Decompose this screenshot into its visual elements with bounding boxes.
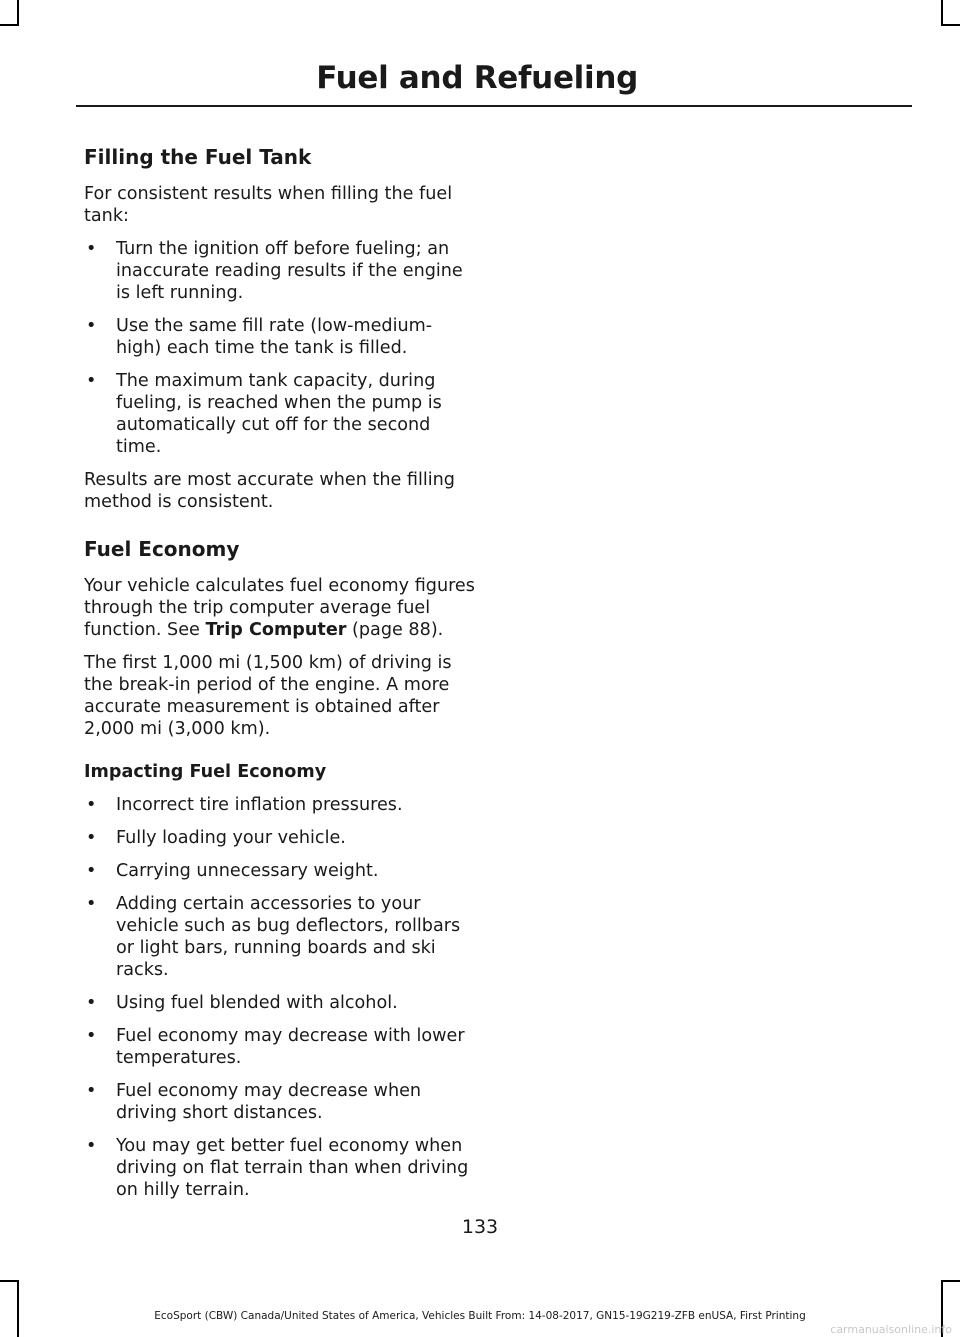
list-item: • Fuel economy may decrease with lower temperatures. (86, 1026, 465, 1068)
crop-mark-top-right-v (941, 0, 943, 24)
filling-bullet-list (84, 238, 476, 458)
list-item: • Using fuel blended with alcohol. (86, 993, 398, 1013)
bullet: • (86, 894, 97, 914)
bullet: • (86, 1026, 97, 1046)
heading-impacting-fuel-economy: Impacting Fuel Economy (84, 762, 327, 782)
watermark: carmanualsonline.info (830, 1323, 952, 1336)
list-item: • Use the same fill rate (low-medium-high) each time the tank is filled. (86, 316, 433, 358)
bullet: • (86, 371, 97, 391)
trip-computer-link[interactable]: Trip Computer (205, 620, 347, 640)
economy-paragraph-1: Your vehicle calculates fuel economy figures through the trip computer average fuel function. See Trip Computer (page 88). (84, 576, 475, 640)
heading-fuel-economy: Fuel Economy (84, 537, 240, 561)
bullet: • (86, 861, 97, 881)
list-item: • You may get better fuel economy when driving on flat terrain than when driving on hilly terrain. (86, 1136, 469, 1200)
crop-mark-top-left-v (17, 0, 19, 24)
crop-mark-bottom-left-v (17, 1280, 19, 1337)
crop-mark-bottom-left-h (0, 1280, 19, 1282)
main-column (84, 143, 476, 1212)
impacting-bullet-list (84, 794, 476, 1201)
crop-mark-top-left-h (0, 24, 19, 26)
list-item: • Carrying unnecessary weight. (86, 861, 379, 881)
bullet: • (86, 993, 97, 1013)
crop-mark-bottom-right-h (941, 1280, 960, 1282)
list-item: • Fuel economy may decrease when driving short distances. (86, 1081, 422, 1123)
bullet: • (86, 316, 97, 336)
list-item: • Turn the ignition off before fueling; an inaccurate reading results if the engine is left running. (86, 239, 463, 303)
heading-filling-fuel-tank: Filling the Fuel Tank (84, 145, 312, 169)
filling-outro: Results are most accurate when the filling method is consistent. (84, 470, 455, 512)
bullet: • (86, 1081, 97, 1101)
header-rule (76, 105, 912, 107)
page-header-title: Fuel and Refueling (316, 60, 638, 96)
crop-mark-top-right-h (941, 24, 960, 26)
bullet: • (86, 828, 97, 848)
list-item: • The maximum tank capacity, during fueling, is reached when the pump is automatically cut off for the second time. (86, 371, 442, 457)
list-item: • Incorrect tire inflation pressures. (86, 795, 403, 815)
bullet: • (86, 239, 97, 259)
footer-text: EcoSport (CBW) Canada/United States of America, Vehicles Built From: 14-08-2017, GN15-19G219-ZFB enUSA, First Printing (154, 1310, 806, 1322)
list-item: • Fully loading your vehicle. (86, 828, 346, 848)
page-number: 133 (461, 1216, 499, 1238)
bullet: • (86, 795, 97, 815)
filling-intro: For consistent results when filling the fuel tank: (84, 184, 453, 226)
bullet: • (86, 1136, 97, 1156)
economy-paragraph-2: The first 1,000 mi (1,500 km) of driving is the break-in period of the engine. A more accurate measurement is obtained after 2,000 mi (3,000 km). (84, 653, 452, 739)
list-item: • Adding certain accessories to your vehicle such as bug deflectors, rollbars or light bars, running boards and ski racks. (86, 894, 461, 980)
